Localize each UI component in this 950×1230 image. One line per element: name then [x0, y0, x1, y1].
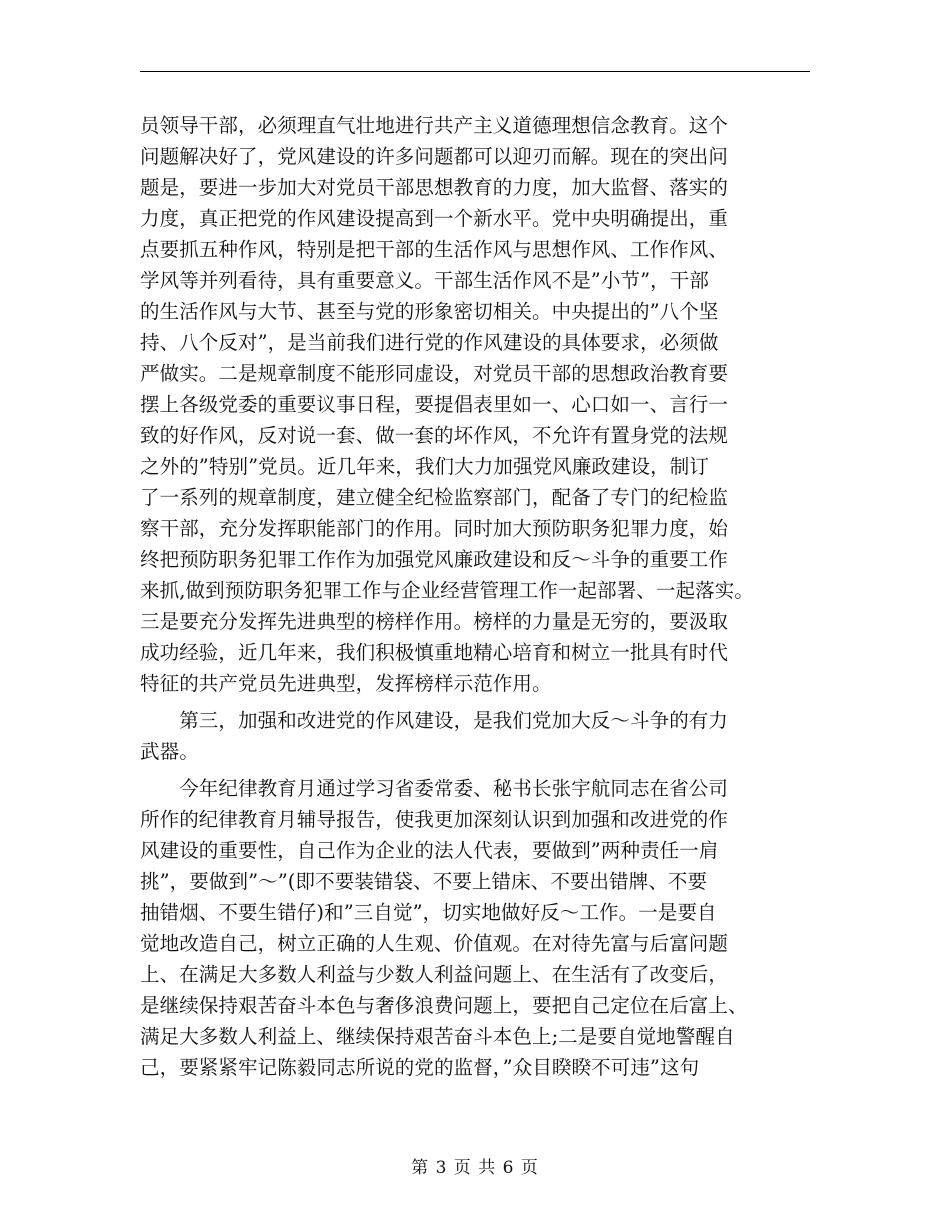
- text-line: 上、在满足大多数人利益与少数人利益问题上、在生活有了改变后，: [140, 963, 729, 986]
- text-line: 己，要紧紧牢记陈毅同志所说的党的监督，”众目睽睽不可违”这句: [140, 1056, 700, 1079]
- text-line: 致的好作风，反对说一套、做一套的坏作风，不允许有置身党的法规: [140, 424, 729, 447]
- text-line: 严做实。二是规章制度不能形同虚设，对党员干部的思想政治教育要: [140, 362, 729, 385]
- document-body: [140, 110, 830, 1083]
- paragraph-2: [140, 705, 830, 767]
- text-line: 是继续保持艰苦奋斗本色与奢侈浪费问题上，要把自己定位在后富上、: [140, 994, 748, 1017]
- text-line: 抽错烟、不要生错仔)和”三自觉”，切实地做好反～工作。一是要自: [140, 901, 717, 924]
- text-line: 武器。: [140, 740, 199, 763]
- text-line: 员领导干部，必须理直气壮地进行共产主义道德理想信念教育。这个: [140, 114, 729, 137]
- text-line: 三是要充分发挥先进典型的榜样作用。榜样的力量是无穷的，要汲取: [140, 610, 729, 633]
- paragraph-1: [140, 110, 830, 699]
- text-line: 终把预防职务犯罪工作作为加强党风廉政建设和反～斗争的重要工作: [140, 548, 729, 571]
- text-line: 挑”，要做到”～”(即不要装错袋、不要上错床、不要出错牌、不要: [140, 870, 708, 893]
- page-number: 第 3 页 共 6 页: [411, 1158, 539, 1178]
- text-line: 持、八个反对”，是当前我们进行党的作风建设的具体要求，必须做: [140, 331, 719, 354]
- text-line: 来抓,做到预防职务犯罪工作与企业经营管理工作一起部署、一起落实。: [140, 579, 754, 602]
- text-line: 学风等并列看待，具有重要意义。干部生活作风不是”小节”，干部: [140, 269, 709, 292]
- text-line: 满足大多数人利益上、继续保持艰苦奋斗本色上;二是要自觉地警醒自: [140, 1025, 735, 1048]
- text-line: 第三，加强和改进党的作风建设，是我们党加大反～斗争的有力: [140, 709, 729, 732]
- text-line: 题是，要进一步加大对党员干部思想教育的力度，加大监督、落实的: [140, 176, 729, 199]
- text-line: 点要抓五种作风，特别是把干部的生活作风与思想作风、工作作风、: [140, 238, 729, 261]
- text-line: 所作的纪律教育月辅导报告，使我更加深刻认识到加强和改进党的作: [140, 808, 729, 831]
- text-line: 风建设的重要性，自己作为企业的法人代表，要做到”两种责任一肩: [140, 839, 719, 862]
- text-line: 摆上各级党委的重要议事日程，要提倡表里如一、心口如一、言行一: [140, 393, 729, 416]
- text-line: 了一系列的规章制度，建立健全纪检监察部门，配备了专门的纪检监: [140, 486, 729, 509]
- text-line: 问题解决好了，党风建设的许多问题都可以迎刃而解。现在的突出问: [140, 145, 729, 168]
- text-line: 特征的共产党员先进典型，发挥榜样示范作用。: [140, 672, 552, 695]
- text-line: 的生活作风与大节、甚至与党的形象密切相关。中央提出的”八个坚: [140, 300, 719, 323]
- text-line: 之外的”特别”党员。近几年来，我们大力加强党风廉政建设，制订: [140, 455, 709, 478]
- paragraph-3: [140, 773, 830, 1083]
- text-line: 成功经验，近几年来，我们积极慎重地精心培育和树立一批具有时代: [140, 641, 729, 664]
- text-line: 力度，真正把党的作风建设提高到一个新水平。党中央明确提出，重: [140, 207, 729, 230]
- text-line: 觉地改造自己，树立正确的人生观、价值观。在对待先富与后富问题: [140, 932, 729, 955]
- header-rule: [140, 71, 810, 72]
- text-line: 察干部，充分发挥职能部门的作用。同时加大预防职务犯罪力度，始: [140, 517, 729, 540]
- text-line: 今年纪律教育月通过学习省委常委、秘书长张宇航同志在省公司: [140, 777, 729, 800]
